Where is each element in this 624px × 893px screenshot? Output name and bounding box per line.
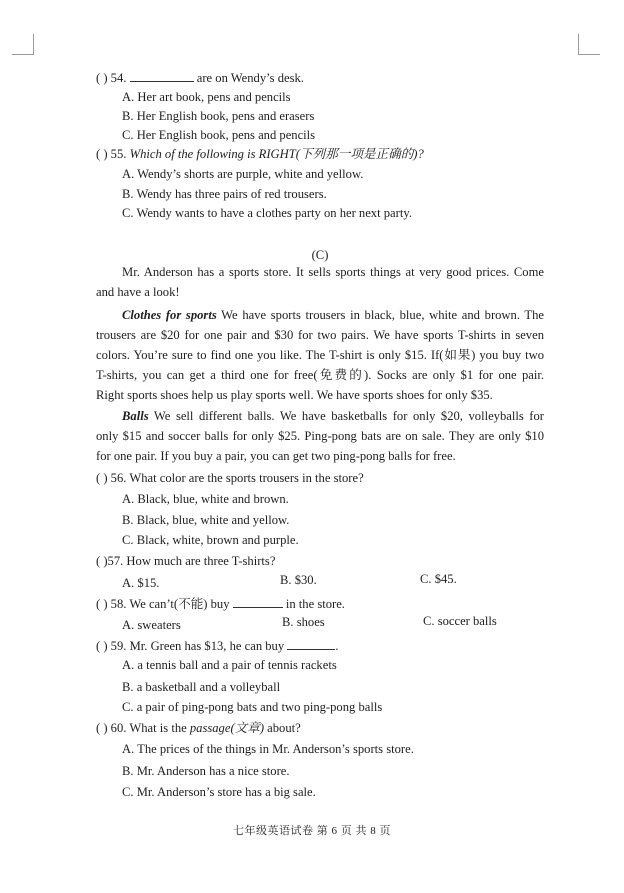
question-54-stem-end: are on Wendy’s desk. bbox=[196, 71, 304, 85]
option-54-b: B. Her English book, pens and erasers bbox=[122, 109, 315, 123]
option-57-c: C. $45. bbox=[420, 572, 457, 586]
answer-blank-58 bbox=[233, 595, 283, 608]
option-56-a: A. Black, blue, white and brown. bbox=[122, 492, 289, 506]
question-58-stem-end: in the store. bbox=[285, 597, 345, 611]
crop-mark-left-vertical bbox=[33, 34, 34, 54]
page-footer: 七年级英语试卷 第 6 页 共 8 页 bbox=[233, 825, 391, 837]
question-58-stem-start: ( ) 58. We can’t(不能) buy bbox=[96, 597, 230, 611]
clothes-line-2: trousers are $20 for one pair and $30 for two pairs. We have sports T-shirts in seven bbox=[96, 328, 544, 342]
answer-blank-54 bbox=[130, 69, 194, 82]
option-55-b: B. Wendy has three pairs of red trousers. bbox=[122, 187, 327, 201]
intro-line-1: Mr. Anderson has a sports store. It sells sports things at very good prices. Come bbox=[122, 265, 544, 279]
question-54 bbox=[96, 69, 304, 86]
question-60-stem-italic: passage(文章) bbox=[189, 721, 265, 735]
intro-line-2: and have a look! bbox=[96, 285, 180, 299]
question-56: ( ) 56. What color are the sports trousers in the store? bbox=[96, 471, 364, 485]
option-60-c: C. Mr. Anderson’s store has a big sale. bbox=[122, 785, 316, 799]
question-55-stem: Which of the following is RIGHT(下列那一项是正确的)? bbox=[129, 147, 424, 161]
option-60-a: A. The prices of the things in Mr. Anderson’s sports store. bbox=[122, 742, 414, 756]
question-57: ( )57. How much are three T-shirts? bbox=[96, 554, 276, 568]
question-55-number: ( ) 55. bbox=[96, 147, 127, 161]
balls-line-3: for one pair. If you buy a pair, you can get two ping-pong balls for free. bbox=[96, 449, 456, 463]
option-58-a: A. sweaters bbox=[122, 618, 181, 632]
clothes-line-1-text: We have sports trousers in black, blue, white and brown. The bbox=[216, 308, 544, 322]
option-56-c: C. Black, white, brown and purple. bbox=[122, 533, 299, 547]
option-55-c: C. Wendy wants to have a clothes party on her next party. bbox=[122, 206, 412, 220]
balls-heading: Balls bbox=[122, 409, 149, 423]
intro-paragraph bbox=[96, 262, 544, 302]
option-57-b: B. $30. bbox=[280, 573, 317, 587]
question-60 bbox=[96, 720, 301, 736]
option-60-b: B. Mr. Anderson has a nice store. bbox=[122, 764, 290, 778]
clothes-line-4: T-shirts, you can get a third one for free(免费的). Socks are only $1 for one pair. bbox=[96, 368, 544, 382]
question-54-stem-start: ( ) 54. bbox=[96, 71, 127, 85]
question-60-stem-start: ( ) 60. What is the bbox=[96, 721, 187, 735]
option-54-a: A. Her art book, pens and pencils bbox=[122, 90, 291, 104]
question-59-stem-start: ( ) 59. Mr. Green has $13, he can buy bbox=[96, 639, 285, 653]
option-57-a: A. $15. bbox=[122, 576, 160, 590]
crop-mark-right-horizontal bbox=[578, 54, 600, 55]
option-59-a: A. a tennis ball and a pair of tennis rackets bbox=[122, 658, 337, 672]
clothes-line-5: Right sports shoes help us play sports well. We have sports shoes for only $35. bbox=[96, 388, 493, 402]
option-54-c: C. Her English book, pens and pencils bbox=[122, 128, 316, 142]
option-59-c: C. a pair of ping-pong bats and two ping-pong balls bbox=[122, 700, 383, 714]
question-60-stem-end: about? bbox=[267, 721, 301, 735]
option-59-b: B. a basketball and a volleyball bbox=[122, 680, 281, 694]
clothes-line-3: colors. You’re sure to find one you like. The T-shirt is only $15. If(如果) you buy two bbox=[96, 348, 544, 362]
question-58 bbox=[96, 595, 345, 612]
clothes-heading: Clothes for sports bbox=[122, 308, 217, 322]
question-59 bbox=[96, 637, 338, 654]
question-55 bbox=[96, 146, 424, 162]
question-59-stem-end: . bbox=[335, 639, 339, 653]
option-56-b: B. Black, blue, white and yellow. bbox=[122, 513, 290, 527]
crop-mark-right-vertical bbox=[578, 34, 579, 54]
balls-line-2: only $15 and soccer balls for only $25. Ping-pong bats are on sale. They are only $10 bbox=[96, 429, 544, 443]
balls-line-1 bbox=[96, 406, 544, 426]
balls-paragraph bbox=[96, 406, 544, 466]
answer-blank-59 bbox=[287, 637, 335, 650]
balls-line-1-text: We sell different balls. We have basketballs for only $20, volleyballs for bbox=[148, 409, 544, 423]
section-c-title: (C) bbox=[311, 248, 329, 262]
crop-mark-left-horizontal bbox=[12, 54, 34, 55]
option-55-a: A. Wendy’s shorts are purple, white and yellow. bbox=[122, 167, 364, 181]
option-58-b: B. shoes bbox=[282, 615, 325, 629]
option-58-c: C. soccer balls bbox=[423, 614, 497, 628]
clothes-line-1 bbox=[96, 305, 544, 325]
clothes-paragraph bbox=[96, 305, 544, 405]
